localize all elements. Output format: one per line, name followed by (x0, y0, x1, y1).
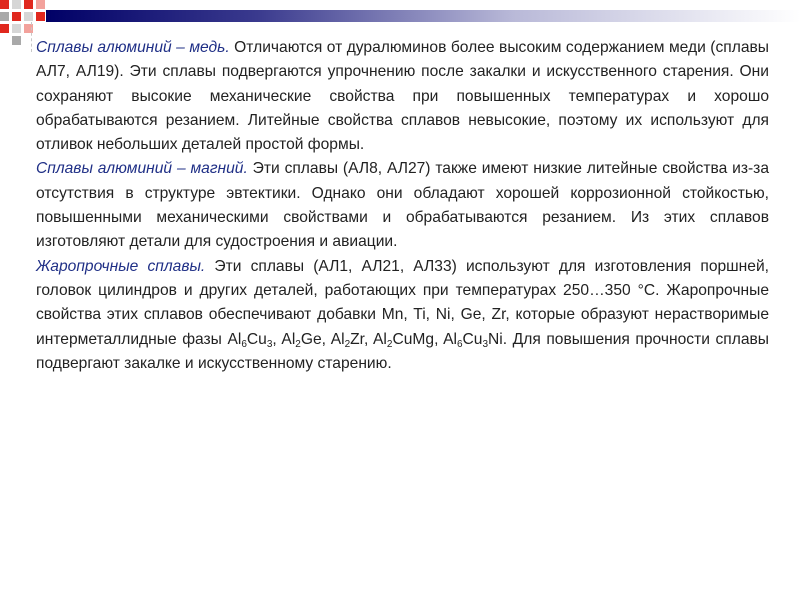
paragraph-text: Отличаются от дуралюминов более высоким содержанием меди (сплавы АЛ7, АЛ19). Эти сплавы подвергаются упрочнению после закалки и искусственного старения. Они сохраняют высокие механические свойства при повышенных температурах и хорошо обрабатываются резанием. Литейные свойства сплавов невысокие, поэтому их используют для отливок небольших деталей простой формы. (36, 39, 769, 154)
paragraph-lead: Сплавы алюминий – медь. (36, 39, 230, 56)
paragraph-text: Эти сплавы (АЛ8, АЛ27) также имеют низкие литейные свойства из-за отсутствия в структуре эвтектики. Однако они обладают хорошей коррозионной стойкостью, повышенными механическими свойствами и обрабатываются резанием. Из этих сплавов изготовляют детали для судостроения и авиации. (36, 160, 769, 251)
formula-al6cu3ni: $Al_6Cu_3Ni$ (443, 330, 503, 350)
slide-body (36, 36, 769, 376)
header-gradient-bar (46, 10, 800, 22)
paragraph-al-cu (36, 36, 769, 157)
divider-line (31, 22, 32, 52)
paragraph-heat-resistant: Жаропрочные сплавы. Эти сплавы (АЛ1, АЛ21, АЛ33) используют для изготовления поршней, головок цилиндров и других деталей, работающих при температурах 250…350 °С. Жаропрочные свойства этих сплавов обеспечивают добавки Mn, Ti, Ni, Ge, Zr, которые образуют нерастворимые интерметаллидные фазы $Al_6Cu_3$, $Al_2Ge$, $Al_2Zr$, $Al_2CuMg$, $Al_6Cu_3Ni$. Для повышения прочности сплавы подвергают закалке и искусственному старению. (36, 257, 770, 372)
formula-al6cu3: $Al_6Cu_3$ (227, 330, 273, 350)
paragraph-text: Эти сплавы (АЛ1, АЛ21, АЛ33) используют для изготовления поршней, головок цилиндров и других деталей, работающих при температурах 250…350 °С. Жаропрочные свойства этих сплавов обеспечивают добавки Mn, Ti, Ni, Ge, Zr, которые образуют нерастворимые интерметаллидные фазы (36, 257, 770, 348)
formula-al2zr: $Al_2Zr$ (330, 330, 364, 350)
paragraph-text: . Для повышения прочности сплавы подвергают закалке и искусственному старению. (36, 330, 769, 372)
paragraph-lead: Сплавы алюминий – магний. (36, 160, 248, 178)
formula-al2ge: $Al_2Ge$ (281, 330, 322, 350)
formula-al2cumg: $Al_2CuMg$ (373, 330, 435, 350)
paragraph-lead: Жаропрочные сплавы. (36, 257, 206, 275)
paragraph-al-mg (36, 157, 769, 254)
